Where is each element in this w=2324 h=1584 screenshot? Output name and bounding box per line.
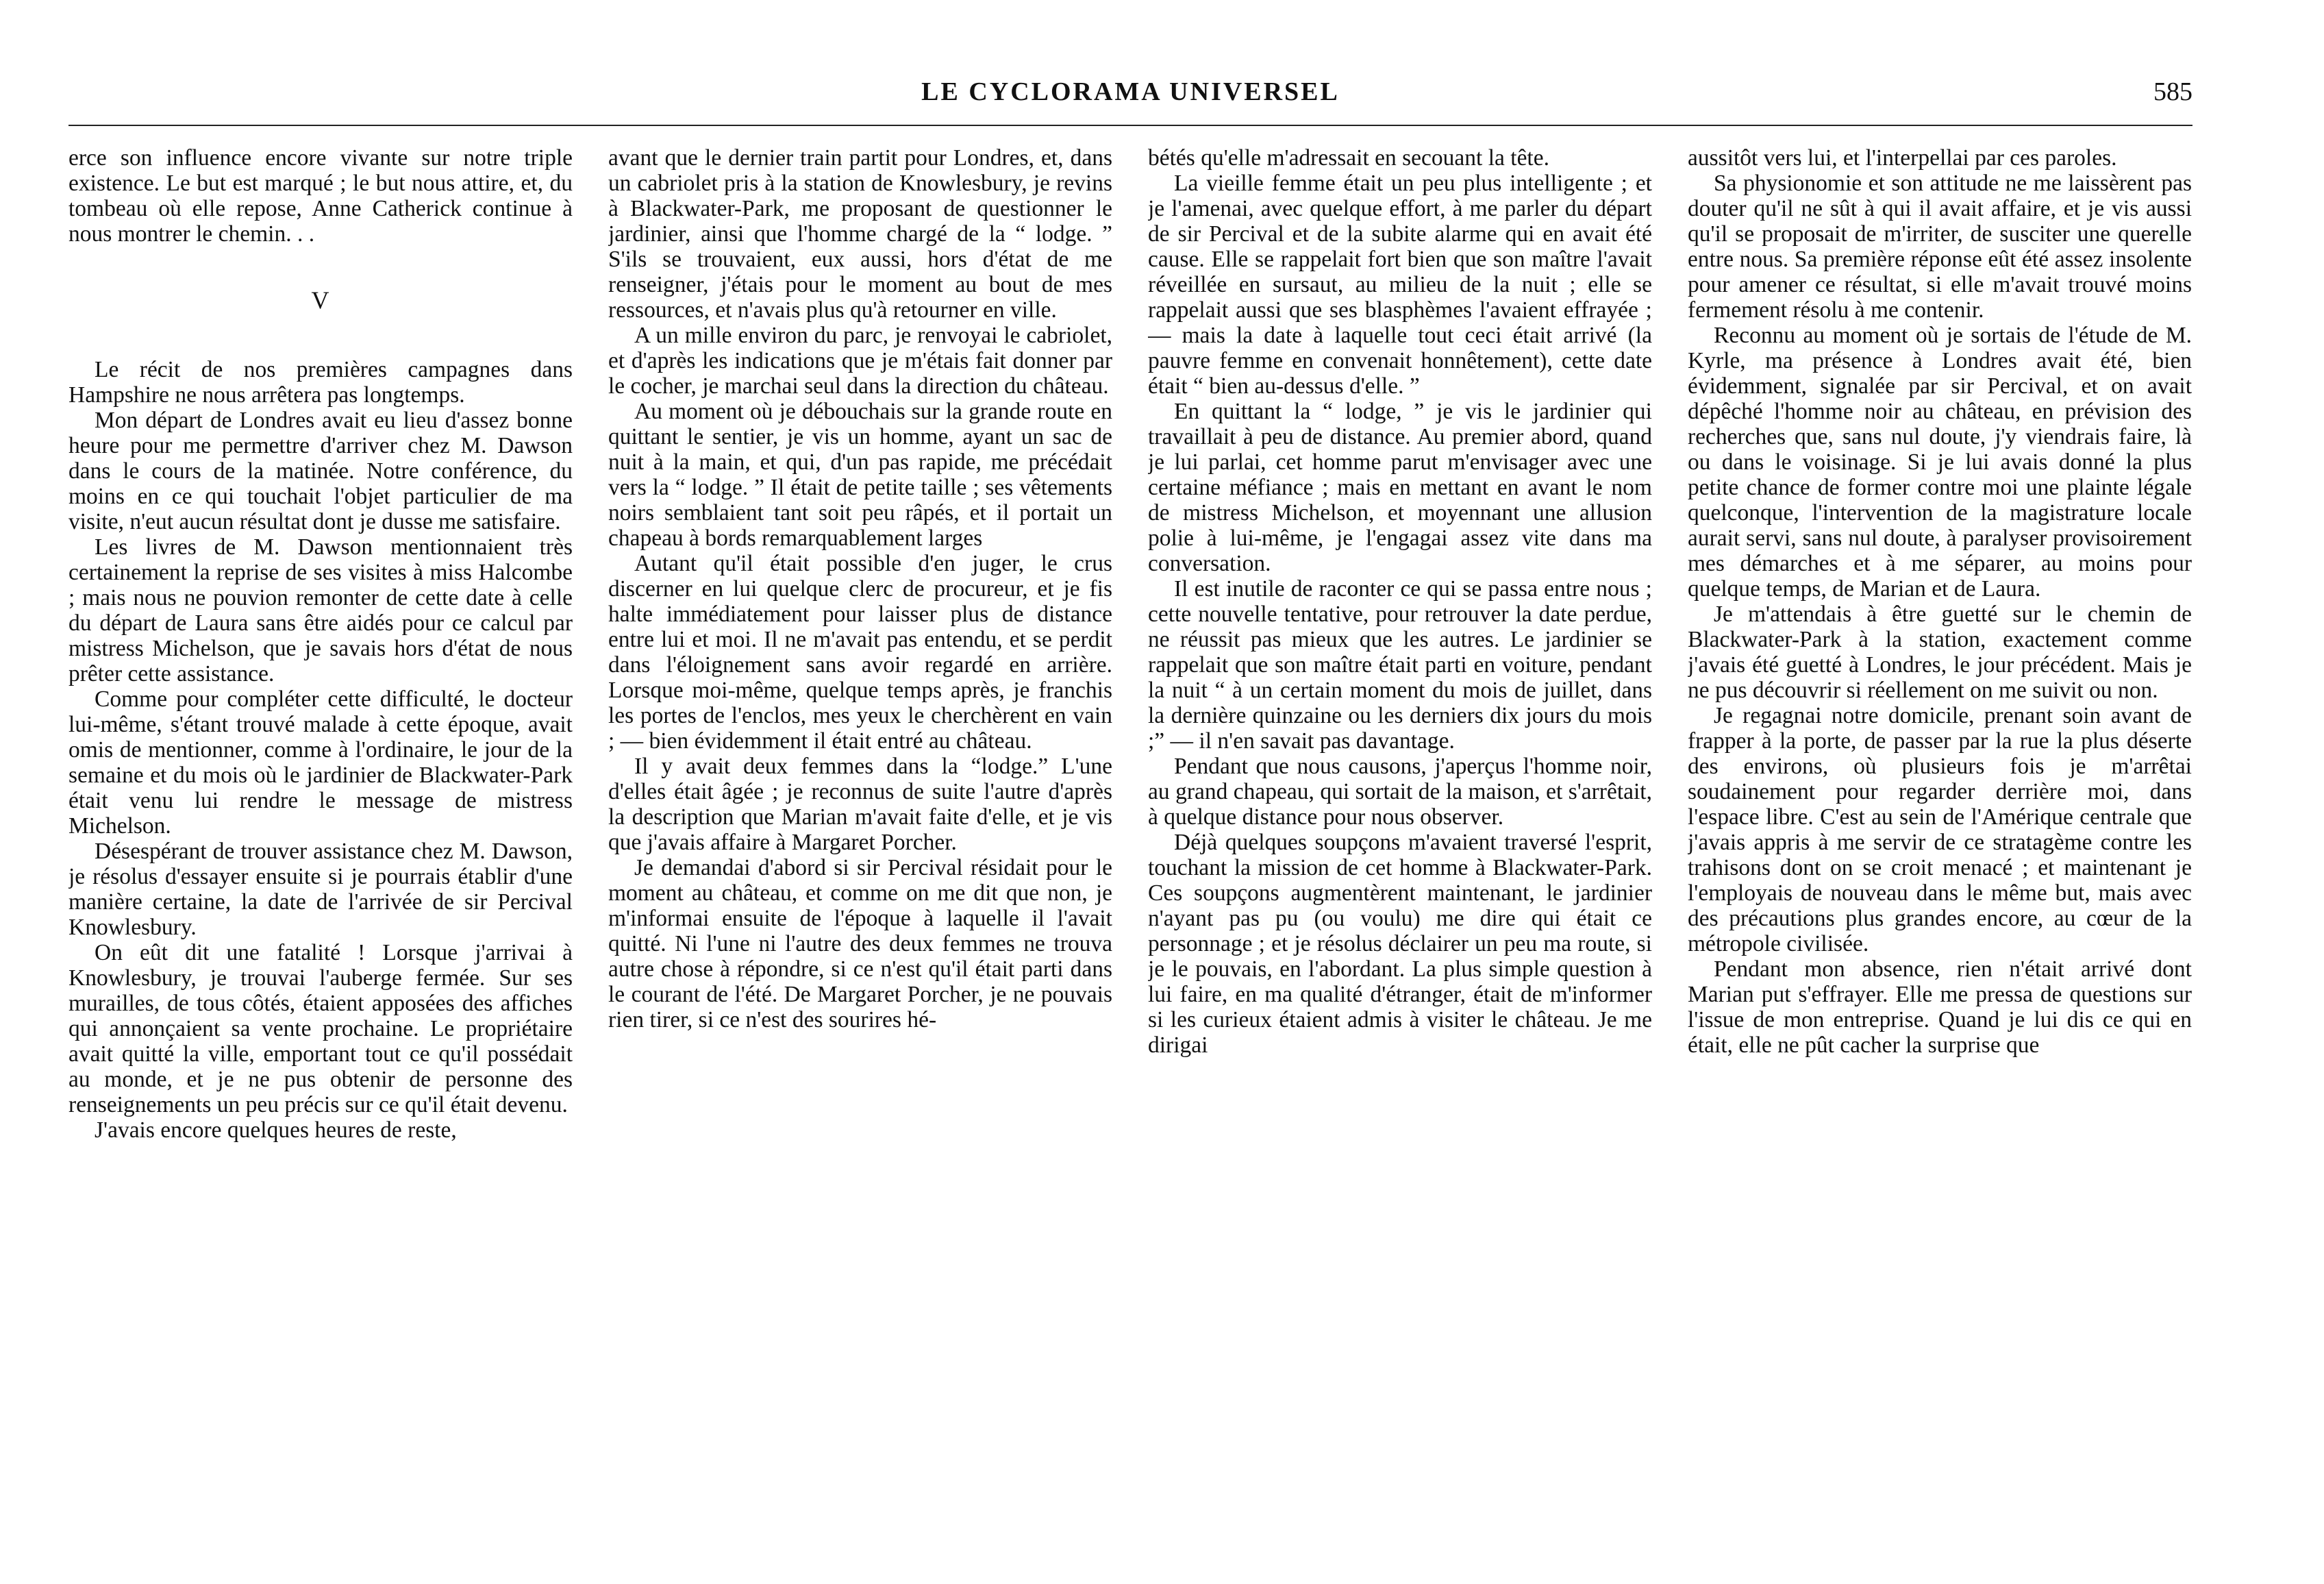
paragraph: Pendant que nous causons, j'aperçus l'homme noir, au grand chapeau, qui sortait de la maison, et s'arrêtait, à quelque distance pour nous observer. [1148, 754, 1652, 830]
paragraph: Le récit de nos premières campagnes dans Hampshire ne nous arrêtera pas longtemps. [68, 357, 573, 408]
paragraph: On eût dit une fatalité ! Lorsque j'arrivai à Knowlesbury, je trouvai l'auberge fermée. Sur ses murailles, de tous côtés, étaient apposées des affiches qui annonçaient sa vente prochaine. Le propriétaire avait quitté la ville, emportant tout ce qu'il possédait au monde, et je ne pus obtenir de personne des renseignements un peu précis sur ce qu'il était devenu. [68, 940, 573, 1117]
column-4 [1688, 145, 2192, 1536]
paragraph: aussitôt vers lui, et l'interpellai par ces paroles. [1688, 145, 2117, 171]
paragraph: Au moment où je débouchais sur la grande route en quittant le sentier, je vis un homme, ayant un sac de nuit à la main, et qui, d'un pas rapide, me précédait vers la “ lodge. ” Il était de petite taille ; ses vêtements noirs semblaient tant soit peu râpés, et il portait un chapeau à bords remarquablement larges [608, 399, 1112, 551]
column-1 [68, 145, 573, 1536]
paragraph: Les livres de M. Dawson mentionnaient très certainement la reprise de ses visites à miss Halcombe ; mais nous ne pouvion remonter de cette date à celle du départ de Laura sans être aidés pour ce calcul par mistress Michelson, que je savais hors d'état de nous prêter cette assistance. [68, 534, 573, 686]
paragraph: erce son influence encore vivante sur notre triple existence. Le but est marqué ; le but nous attire, et, du tombeau où elle repose, Anne Catherick continue à nous montrer le chemin. . . [68, 145, 573, 247]
section-heading: V [311, 286, 330, 314]
paragraph: bétés qu'elle m'adressait en secouant la tête. [1148, 145, 1549, 171]
page-number: 585 [2153, 77, 2192, 106]
paragraph: Il est inutile de raconter ce qui se passa entre nous ; cette nouvelle tentative, pour retrouver la date perdue, ne réussit pas mieux que les autres. Le jardinier se rappelait que son maître était parti en voiture, pendant la nuit “ à un certain moment du mois de juillet, dans la dernière quinzaine ou les derniers dix jours du mois ;” — il n'en savait pas davantage. [1148, 576, 1652, 754]
paragraph: Déjà quelques soupçons m'avaient traversé l'esprit, touchant la mission de cet homme à Blackwater-Park. Ces soupçons augmentèrent maintenant, le jardinier n'ayant pas pu (ou voulu) me dire qui était ce personnage ; et je résolus déclairer un peu ma route, si je le pouvais, en l'abordant. La plus simple question à lui faire, en ma qualité d'étranger, était de m'informer si les curieux étaient admis à visiter le château. Je me dirigai [1148, 830, 1652, 1058]
paragraph: Pendant mon absence, rien n'était arrivé dont Marian put s'effrayer. Elle me pressa de questions sur l'issue de mon entreprise. Quand je lui dis ce qui en était, elle ne pût cacher la surprise que [1688, 956, 2192, 1058]
page-header [68, 71, 2192, 126]
paragraph: Mon départ de Londres avait eu lieu d'assez bonne heure pour me permettre d'arriver chez M. Dawson dans le cours de la matinée. Notre conférence, du moins en ce qui touchait l'objet particulier de ma visite, n'eut aucun résultat dont je dusse me satisfaire. [68, 408, 573, 534]
running-title: LE CYCLORAMA UNIVERSEL [921, 77, 1340, 106]
column-3 [1148, 145, 1652, 1536]
paragraph: Je regagnai notre domicile, prenant soin avant de frapper à la porte, de passer par la rue la plus déserte des environs, où plusieurs fois je m'arrêtai soudainement pour regarder derrière moi, dans l'espace libre. C'est au sein de l'Amérique centrale que j'avais appris à me servir de ce stratagème contre les trahisons dont on se croit menacé ; et maintenant je l'employais de nouveau dans le même but, mais avec des précautions plus grandes encore, au cœur de la métropole civilisée. [1688, 703, 2192, 956]
paragraph: avant que le dernier train partit pour Londres, et, dans un cabriolet pris à la station de Knowlesbury, je revins à Blackwater-Park, me proposant de questionner le jardinier, ainsi que l'homme chargé de la “ lodge. ” S'ils se trouvaient, eux aussi, hors d'état de me renseigner, j'étais pour le moment au bout de mes ressources, et n'avais plus qu'à retourner en ville. [608, 145, 1112, 323]
paragraph: J'avais encore quelques heures de reste, [95, 1117, 457, 1143]
paragraph: Comme pour compléter cette difficulté, le docteur lui-même, s'étant trouvé malade à cette époque, avait omis de mentionner, comme à l'ordinaire, le jour de la semaine et du mois où le jardinier de Blackwater-Park était venu lui rendre le message de mistress Michelson. [68, 686, 573, 839]
paragraph: Sa physionomie et son attitude ne me laissèrent pas douter qu'il ne sût à qui il avait affaire, et je vis aussi qu'il se proposait de m'irriter, de susciter une querelle entre nous. Sa première réponse eût été assez insolente pour amener ce résultat, si elle m'avait trouvé moins fermement résolu à me contenir. [1688, 171, 2192, 323]
paragraph: Autant qu'il était possible d'en juger, le crus discerner en lui quelque clerc de procureur, et je fis halte immédiatement pour laisser plus de distance entre lui et moi. Il ne m'avait pas entendu, et se perdit dans l'éloignement sans avoir regardé en arrière. Lorsque moi-même, quelque temps après, je franchis les portes de l'enclos, mes yeux le cherchèrent en vain ; — bien évidemment il était entré au château. [608, 551, 1112, 754]
text-columns [68, 145, 2192, 1536]
paragraph: Désespérant de trouver assistance chez M. Dawson, je résolus d'essayer ensuite si je pourrais établir d'une manière certaine, la date de l'arrivée de sir Percival Knowlesbury. [68, 839, 573, 940]
header-rule [68, 125, 2192, 126]
paragraph: A un mille environ du parc, je renvoyai le cabriolet, et d'après les indications que je m'étais fait donner par le cocher, je marchai seul dans la direction du château. [608, 323, 1112, 399]
paragraph: Il y avait deux femmes dans la “lodge.” L'une d'elles était âgée ; je reconnus de suite l'autre d'après la description que Marian m'avait faite d'elle, et je vis que j'avais affaire à Margaret Porcher. [608, 754, 1112, 855]
paragraph: Je m'attendais à être guetté sur le chemin de Blackwater-Park à la station, exactement comme j'avais été guetté à Londres, le jour précédent. Mais je ne pus découvrir si réellement on me suivit ou non. [1688, 602, 2192, 703]
paragraph: En quittant la “ lodge, ” je vis le jardinier qui travaillait à peu de distance. Au premier abord, quand je lui parlai, cet homme parut m'envisager avec une certaine méfiance ; mais en mettant en avant le nom de mistress Michelson, et moyennant une allusion polie à lui-même, je l'engagai assez vite dans ma conversation. [1148, 399, 1652, 576]
paragraph: La vieille femme était un peu plus intelligente ; et je l'amenai, avec quelque effort, à me parler du départ de sir Percival et de la subite alarme qui en avait été cause. Elle se rappelait fort bien que son maître l'avait réveillée en sursaut, au milieu de la nuit ; elle se rappelait aussi que ses blasphèmes l'avaient effrayée ; — mais la date à laquelle tout ceci était arrivé (la pauvre femme en convenait honnêtement), cette date était “ bien au-dessus d'elle. ” [1148, 171, 1652, 399]
paragraph: Reconnu au moment où je sortais de l'étude de M. Kyrle, ma présence à Londres avait été, bien évidemment, signalée par sir Percival, et on avait dépêché l'homme noir au château, en prévision des recherches que, sans nul doute, j'y viendrais faire, là ou dans le voisinage. Si je lui avais donné la plus petite chance de former contre moi une plainte légale quelconque, l'intervention de la magistrature locale aurait servi, sans nul doute, à paralyser provisoirement mes démarches et à me séparer, au moins pour quelque temps, de Marian et de Laura. [1688, 323, 2192, 602]
paragraph: Je demandai d'abord si sir Percival résidait pour le moment au château, et comme on me dit que non, je m'informai ensuite de l'époque à laquelle il l'avait quitté. Ni l'une ni l'autre des deux femmes ne trouva autre chose à répondre, si ce n'est qu'il était parti dans le courant de l'été. De Margaret Porcher, je ne pouvais rien tirer, si ce n'est des sourires hé- [608, 855, 1112, 1032]
column-2 [608, 145, 1112, 1536]
